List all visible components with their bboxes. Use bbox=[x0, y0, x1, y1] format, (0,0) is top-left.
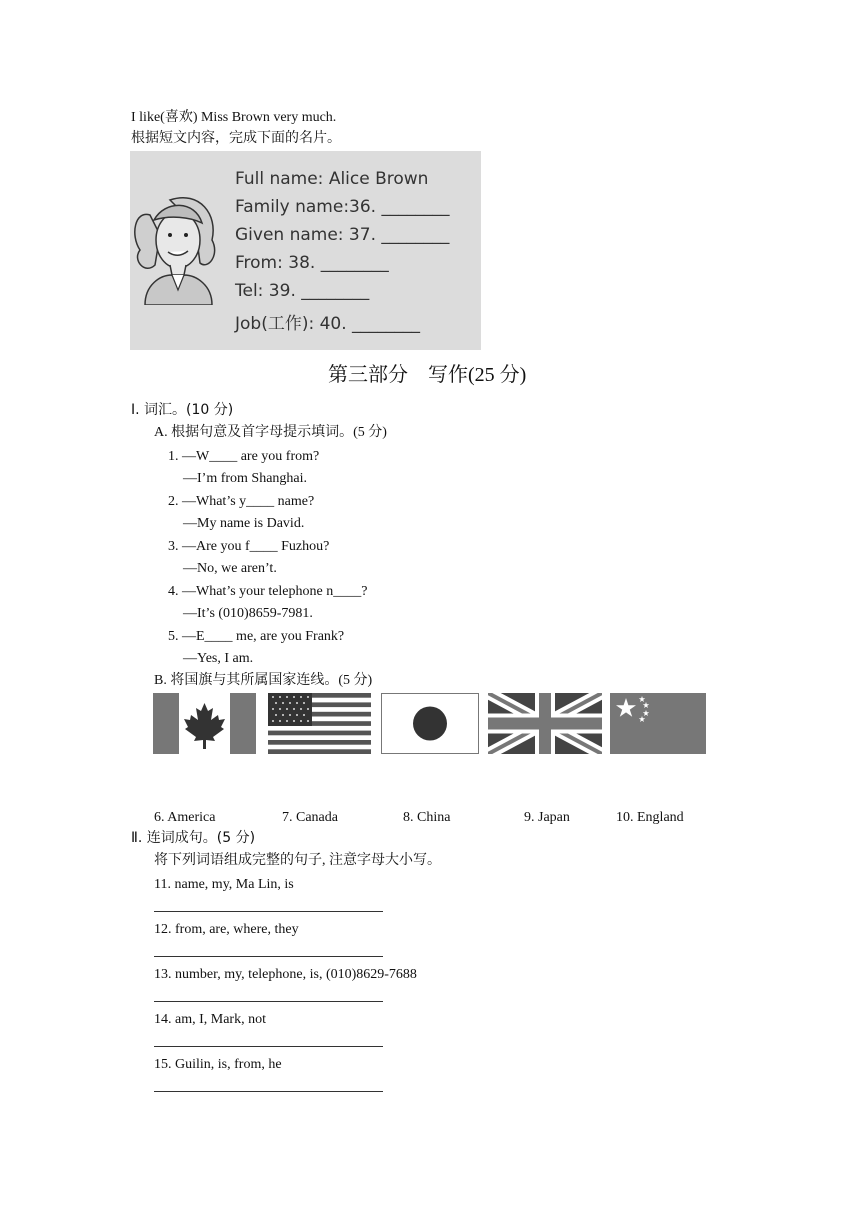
answer-line-12 bbox=[154, 956, 383, 957]
sentence-item-13: 13. number, my, telephone, is, (010)8629-7688 bbox=[154, 967, 417, 982]
country-japan: 9. Japan bbox=[524, 810, 570, 825]
intro-line-1: I like(喜欢) Miss Brown very much. bbox=[131, 110, 337, 125]
japan-flag-icon bbox=[381, 693, 479, 754]
sentence-item-12: 12. from, are, where, they bbox=[154, 922, 299, 937]
sentence-item-14: 14. am, I, Mark, not bbox=[154, 1012, 266, 1027]
card-family-name: Family name:36. ________ bbox=[235, 197, 450, 217]
answer-line-14 bbox=[154, 1046, 383, 1047]
usa-flag-icon bbox=[268, 693, 371, 754]
part2-heading: Ⅱ. 连词成句。(5 分) bbox=[131, 830, 256, 846]
vocab-answer-4: —It’s (010)8659-7981. bbox=[183, 606, 313, 621]
intro-line-2: 根据短文内容，完成下面的名片。 bbox=[131, 131, 341, 146]
vocab-answer-3: —No, we aren’t. bbox=[183, 561, 277, 576]
part2-instruction: 将下列词语组成完整的句子, 注意字母大小写。 bbox=[154, 853, 441, 868]
sentence-item-15: 15. Guilin, is, from, he bbox=[154, 1057, 282, 1072]
part1-b-heading: B. 将国旗与其所属国家连线。(5 分) bbox=[154, 673, 373, 688]
section-title: 第三部分 写作(25 分) bbox=[328, 364, 527, 386]
part1-a-heading: A. 根据句意及首字母提示填词。(5 分) bbox=[154, 425, 387, 440]
canada-flag-icon bbox=[153, 693, 256, 754]
country-canada: 7. Canada bbox=[282, 810, 338, 825]
uk-flag-icon bbox=[488, 693, 602, 754]
vocab-question-2: 2. —What’s y____ name? bbox=[168, 494, 315, 509]
answer-line-11 bbox=[154, 911, 383, 912]
country-china: 8. China bbox=[403, 810, 451, 825]
vocab-question-3: 3. —Are you f____ Fuzhou? bbox=[168, 539, 330, 554]
sentence-item-11: 11. name, my, Ma Lin, is bbox=[154, 877, 294, 892]
part1-heading: Ⅰ. 词汇。(10 分) bbox=[131, 402, 234, 418]
business-card bbox=[130, 151, 481, 350]
card-from: From: 38. ________ bbox=[235, 253, 389, 273]
answer-line-15 bbox=[154, 1091, 383, 1092]
country-america: 6. America bbox=[154, 810, 216, 825]
answer-line-13 bbox=[154, 1001, 383, 1002]
woman-portrait-illustration bbox=[130, 195, 220, 305]
card-full-name: Full name: Alice Brown bbox=[235, 169, 429, 189]
vocab-answer-1: —I’m from Shanghai. bbox=[183, 471, 308, 486]
vocab-question-4: 4. —What’s your telephone n____? bbox=[168, 584, 368, 599]
vocab-question-1: 1. —W____ are you from? bbox=[168, 449, 320, 464]
card-given-name: Given name: 37. ________ bbox=[235, 225, 450, 245]
china-flag-icon bbox=[610, 693, 706, 754]
vocab-answer-2: —My name is David. bbox=[183, 516, 305, 531]
vocab-question-5: 5. —E____ me, are you Frank? bbox=[168, 629, 345, 644]
card-tel: Tel: 39. ________ bbox=[235, 281, 370, 301]
country-england: 10. England bbox=[616, 810, 684, 825]
vocab-answer-5: —Yes, I am. bbox=[183, 651, 254, 666]
card-job: Job(工作): 40. ________ bbox=[235, 314, 421, 334]
